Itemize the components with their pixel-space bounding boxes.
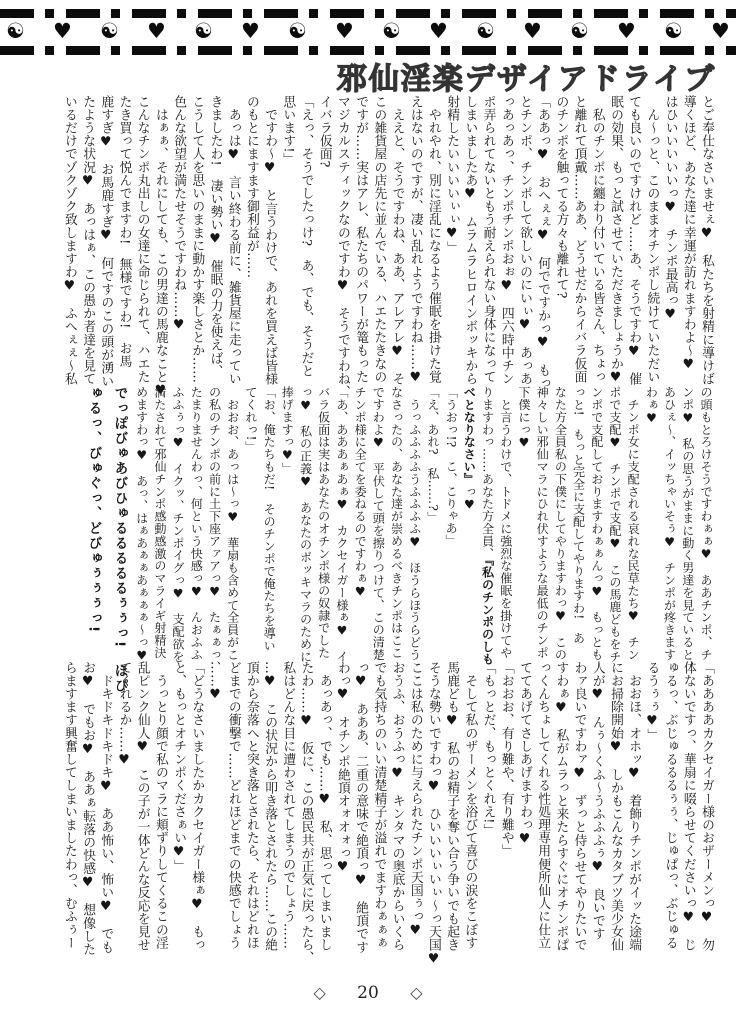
text-column: の頭もとろけそうですわぁぁ♥ ああチンポ、チ [699,386,713,661]
text-column: 導くほど、あなた達に幸運が訪れますわよ〜♥ [680,95,696,373]
text-column: 「ああああカクセイガー様のおザーメンっ♥ 勿 [699,661,714,952]
text-column: 私のチンポに纏わり付いている皆さん、ちょっ [589,95,605,384]
text-column: ててあげてさしあげますわっ♥ [516,661,532,847]
page-footer [0,983,736,1003]
text-column: チンポ女に支配される哀れな民草たち♥ チン [626,386,641,661]
yin-yang-icon: ☯ [476,19,495,44]
heart-icon: ♥ [617,19,636,44]
text-column: 「え、あれ? 私……?」 [425,386,440,524]
text-column: えはないのですが、凄い乱れようですわね……♥ [407,95,423,386]
text-column: 「うおっ!? こ、こりゃあ」 [444,386,459,547]
heart-icon: ♥ [335,19,354,44]
text-column: チンポ様に全てを委ねるのですわぁ♥ [353,386,368,599]
plain-text: っ♥ [462,485,477,512]
text-column: っあっあっ、チンポチンポおぉ♥ 四六時中チン [498,95,514,386]
border-glyph-row [6,21,730,42]
text-column: ん〜っと、このままオチンポし続けていただい [644,95,660,384]
heart-icon: ♥ [523,19,542,44]
text-column: っ♥ あああ、二重の意味で絶頂っ♥ 絶頂です [353,661,369,954]
text-column: なた方全員私の下僕にしてやりますわっ♥ この [553,386,568,661]
text-column: きましたわ! 凄い勢い♥ 催眠の力を使えば、 [207,95,223,378]
emphasized-text: 『私のチンポのしも [480,559,495,666]
text-column: 「どうなさいましたかカクセイガー様ぁ♥ もっ [189,661,205,952]
text-column: ゅるっ、ぶじゅるるるぅぅ、じゅぱっ、ぶじゅる [662,661,678,950]
text-column: たき買って悦んでますわ! 無様ですわ! お馬 [116,95,132,368]
diamond-icon-right: ◇ [410,983,423,1002]
text-column: あっは♥ 言い終わる前に、雑貨屋に走ってい [225,95,241,386]
text-column: てくれるか……♥ [116,661,132,768]
text-column: はひいいいいいっ♥ チンポ最高っ♥ [662,95,678,323]
text-column: と、もっとオチンポくださぁい♥」 [171,661,187,873]
text-column: たような状況♥ あっはぁ、この愚か者達を見て [80,95,96,386]
text-column: 「えっ、そうでしたっけ? あ、でも、そうだと [298,95,314,378]
text-column: あひぇ〜、イッちゃいそぅ♥ チンポが疼きます [662,386,677,661]
text-column: 「おおお、有り難や、有り難や」 [498,661,514,858]
text-column: ても良いのですけれど……あ、そうですわ♥ 催 [626,95,642,386]
text-column: 捧げますっ♥」 [280,386,295,475]
border-dash-row-top [0,9,736,18]
text-column: バラ仮面は実はあなたのオチンポ様の奴隷でした [316,386,331,659]
page-title: 邪仙淫楽デザイアドライブ [336,62,716,97]
text-column: るうぅぅ♥」 [644,661,660,742]
text-column: マジカルスティックなのですわ♥ そうですわね、 [334,95,350,399]
diamond-icon-left: ◇ [313,983,326,1002]
text-column: …♥ この状況から叩き落とされたら……この絶 [262,661,278,952]
text-column: 「ああっ♥ おへぇぇ♥ 何でですかっ♥ もっ [535,95,551,390]
text-column: おうふ、おうふっ♥ キンタマの奥底からいくら [389,661,405,952]
text-column: のチンポを触ってる方々も離れて? [553,95,569,299]
text-column: おおお、あっは〜っ♥ 華扇も含めて全員がこ [225,386,240,661]
text-column: たわ……♥ 仮に、この愚民共が正気に戻ったら、 [298,661,314,965]
text-column: のもとにますます御利益が…… [243,95,259,279]
text-column: とチンポ、チンポして欲しいのにいぃ♥ あっあ [516,95,532,386]
text-column: ンポ♥ 私の思うがままに動く男達を見ていると、 [680,386,695,674]
text-column: そして私のザーメンを浴びて喜びの涙をこぼす [462,661,478,950]
text-column: いるだけでゾクゾク致しますわ♥ ふへぇぇ〜私 [61,95,77,386]
text-column: めますわっ♥ あっ、はぁあぁぁあぁぁぁ〜っ♥ [134,386,149,663]
text-column: しまいましたあ♥ ムラムラヒロインボッキから [462,95,478,386]
text-column: 眠の効果、もっと試させていただきましょうか♥ [607,95,623,386]
text-column: わぁ♥ [644,386,659,426]
text-column: わっ♥ オチンポ絶頂オォオォっ♥ [334,661,350,875]
sound-effect-column: ゅるっ、びゅぐっ、どびゅぅぅぅっ! [85,386,102,634]
text-column: ふふぅっ♥ イクッ、チンポイグっ♥ 支配欲を [171,386,186,663]
heart-icon: ♥ [53,19,72,44]
text-column: っくんちょしてくれる性処理専用便所仙人に仕立 [535,661,551,950]
text-column: 頂から奈落へと突き落とされたら、それはどれほ [243,661,259,950]
text-column: あっあっ、でも……♥ 私、思ってしまいまし [316,661,332,952]
text-column: っと! もっと完全に支配してやりますわ! あ [571,386,586,645]
yin-yang-icon: ☯ [6,19,25,44]
text-column: 色んな欲望が満たせそうですわね……♥ [171,95,187,333]
text-column: と離れて頂戴……ああ、どうせだからイバラ仮面 [571,95,587,384]
text-column: 「もっとだ、もっとくれえ!」 [480,661,496,837]
text-column: 射精したいいいいぃぃ♥」 [444,95,460,255]
text-column: 「あ、あああぁあぁ♥ カクセイガー様ぁ♥ イ [334,386,349,663]
text-column: ポで支配♥ チンポで支配♥ この馬鹿どもをチ [607,386,622,663]
text-column: うっとり顔で私のマラに頬ずりしてくるこの淫 [152,661,168,950]
text-column: こんなチンポ丸出しの女達に命じられて、ハエた [134,95,150,384]
text-column: 体ないですっ、華扇に啜らせてくださいっ♥ じ [680,661,696,952]
text-column: てくれっ!」 [243,386,258,454]
text-column: の私のチンポの前に土下座アァアっ♥ たぁぁっ、 [207,386,222,674]
page-number: 20 [357,983,379,1003]
text-column: ここは私のために与えられたチンポ天国ぅっ♥ [407,661,423,939]
plain-text: りますわっ……あなた方全員、 [480,386,495,560]
text-block-top [60,95,715,401]
text-column: イバラ仮面? [316,95,332,168]
text-column: こうして人を思いのままに動かす楽しさとか…… [189,95,205,384]
text-column: ですわ〜♥ と言うわけで、あれを買えば皆様 [262,95,278,386]
text-column: 神々しい邪仙マラにひれ伏すような最低のチンポ [535,386,550,659]
text-column: 人が♥ んぅ〜くふ〜うふふふぅ♥ 良いです [589,661,605,941]
text-column: 下僕にっ♥ [516,386,531,450]
emphasized-text: べとなりなさい』 [462,386,477,486]
text-column: おおほ、オホッ♥ 着飾りチンポがイッた途端 [626,661,642,952]
text-column [460,386,478,668]
text-column: やれやれ、別に淫乱になるよう催眠を掛けた覚 [425,95,441,384]
text-column: 「お、俺たちもだ! そのチンポで俺たちを導い [262,386,277,652]
text-column: お♥ でもお♥ ああぁ転落の快感♥ 想像した [80,661,96,956]
text-block-middle [81,386,716,694]
text-column: ドキドキドキドキ♥ ああ怖い、怖い♥ でも [98,661,114,954]
text-column [478,386,496,668]
heart-icon: ♥ [711,19,730,44]
text-column: 馬鹿ども♥ 私のお精子を奪い合う争いでも起き [444,661,460,952]
text-column: すわぁ♥ 私がムラっと来たらすぐにオチンポぱ [553,661,569,952]
text-column: わァ良いですわァ♥ ずっと侍らせてやりたいで [571,661,587,952]
yin-yang-icon: ☯ [100,19,119,44]
text-column: ポ弄られてないともう耐えられない身体になって [480,95,496,384]
text-column: たまりませんわっ、何という快感っ♥ んおふふ [189,386,204,661]
text-column: ですわよ♥ 平伏して頭を擦りつけて、この清楚 [371,386,386,661]
text-column: ……♥ [207,661,223,703]
text-column: はぁぁ、それにしても、この男達の馬鹿なこと♥ [152,95,168,399]
text-column: らますます興奮してしまいましたわっ、むふぅー [61,661,77,950]
yin-yang-icon: ☯ [664,19,683,44]
heart-icon: ♥ [147,19,166,44]
text-column: ンポで支配しておりますわぁぁんっ♥ もっとも [589,386,604,661]
text-column: でも気持ちのいい清楚精子が溢れでますわぁぁぁ [371,661,387,950]
yin-yang-icon: ☯ [382,19,401,44]
yin-yang-icon: ☯ [570,19,589,44]
text-column: この雑貨屋の店先に並んでいる、ハエたたきなの [371,95,387,384]
yin-yang-icon: ☯ [288,19,307,44]
text-column: 鹿すぎ♥ お馬鹿すぎ♥ 何ですのこの頭が湧い [98,95,114,388]
text-column: 思います!」 [280,95,296,166]
text-column: と言うわけで、トドメに強烈な催眠を掛けてや [498,386,513,659]
text-column: そうな勢いですわっ♥ ひいいいぃいぃ〜っ天国♥ [425,661,441,967]
text-column: うっふふふふうふふふふ♥ ほうらほうらどう [407,386,422,661]
text-column: 私はどんな目に遭わされてしまうのでしょう…… [280,661,296,950]
text-column: ですが……実はアレ、私たちのパワーが篭もった [353,95,369,384]
text-column: とご奉仕なさいませぇ♥ 私たちを射精に導けば [699,95,714,386]
heart-icon: ♥ [429,19,448,44]
yin-yang-icon: ☯ [194,19,213,44]
text-column: なさったの、あなた達が崇めるべきチンポはここ [389,386,404,659]
text-column: にお掃除開始♥ しかもこんなカタブツ美少女仙 [607,661,623,952]
text-column: ええと、そうですわね、ああ、アレアレ♥ そ [389,95,405,386]
sound-effect-column: でっぽびゅあびひゅるるるるるぅぅっ! ほぴ [111,386,128,694]
text-column: っ♥ 私の正義♥ あなたのボッキマラのために [298,386,313,663]
text-column: どまでの衝撃で……どれほどまでの快感でしょう [225,661,241,950]
text-block-bottom [60,661,715,967]
text-column: 満たされて邪仙チンポ感動感激のマライギ射精決 [152,386,167,659]
top-border-ornament [0,9,736,55]
text-column: 乱ピンク仙人♥ この子が一体どんな反応を見せ [134,661,150,952]
heart-icon: ♥ [241,19,260,44]
